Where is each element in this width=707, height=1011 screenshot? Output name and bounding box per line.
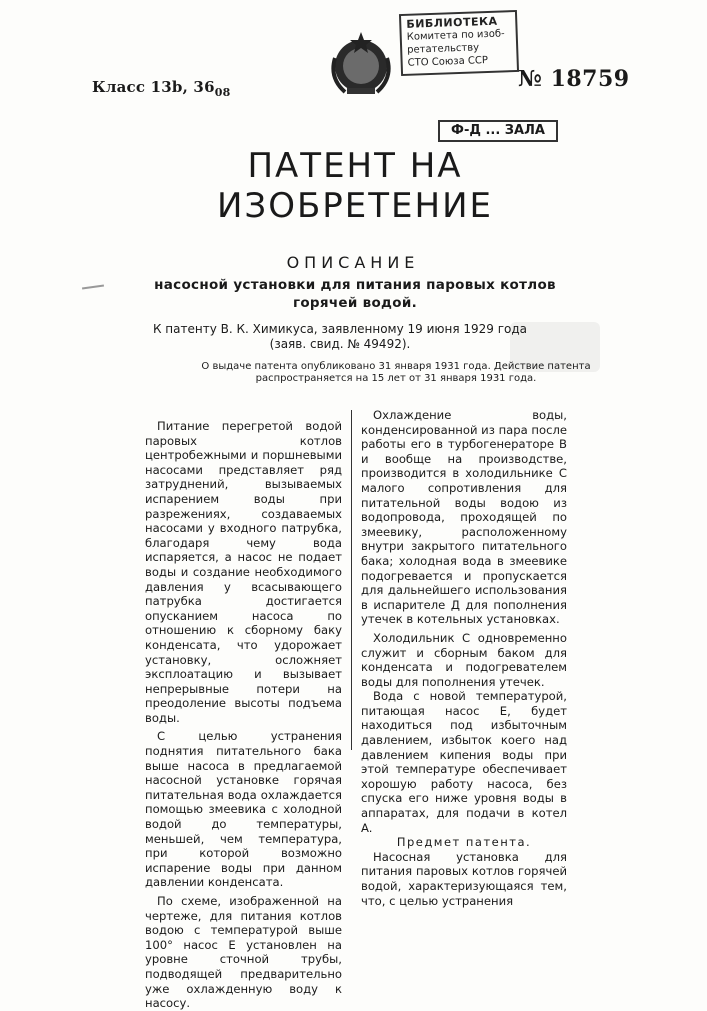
paragraph: С целью устранения поднятия питательного бака выше насоса в предлагаемой насосной установке горячая питательная вода охлаждается помощью змеевика с холодной водой до температуры, меньшей, чем температура, при которой возможно испарение воды при данном давлении конденсата. (145, 729, 342, 890)
column-divider (351, 410, 352, 750)
paragraph: Охлаждение воды, конденсированной из пара после работы его в турбогенераторе B и вообще на производстве, производится в холодильнике C малого сопротивления для питательной воды водою из водопровода, проходящей по змеевику, расположенному внутри закрытого питательного бака; холодная вода в змеевике подогревается и пропускается для дальнейшего использования в испарителе Д для пополнения утечек в котельных установках. (361, 408, 567, 627)
right-column (361, 408, 567, 908)
claim-text: Насосная установка для питания паровых котлов горячей водой, характеризующаяся тем, что, с целью устранения (361, 850, 567, 908)
paragraph: Вода с новой температурой, питающая насос E, будет находиться под избыточным давлением, избыток коего над давлением кипения воды при этой температуре обеспечивает хорошую работу насоса, без спуска его ниже уровня воды в аппаратах, для подачи в котел A. (361, 689, 567, 835)
page-title: ПАТЕНТ НА ИЗОБРЕТЕНИЕ (140, 146, 570, 226)
paragraph: Холодильник C одновременно служит и сборным баком для конденсата и подогревателем воды для пополнения утечек. (361, 631, 567, 689)
description-subject: насосной установки для питания паровых котлов горячей водой. (150, 276, 560, 312)
paragraph: Питание перегретой водой паровых котлов центробежными и поршневыми насосами представляет ряд затруднений, вызываемых испарением воды при разрежениях, создаваемых насосами у входного патрубка, благодаря чему вода испаряется, а насос не подает воды и создание необходимого давления у всасывающего патрубка достигается опусканием насоса по отношению к сборному баку конденсата, что удорожает установку, осложняет эксплоатацию и вызывает непрерывные потери на преодоление высоты подъема воды. (145, 419, 342, 725)
patent-reference: К патенту В. К. Химикуса, заявленному 19 июня 1929 года (заяв. свид. № 49492). (150, 322, 530, 352)
paragraph: По схеме, изображенной на чертеже, для питания котлов водою с температурой выше 100° насос E установлен на уровне сточной трубы, подводящей предварительно уже охлажденную воду к насосу. (145, 894, 342, 1011)
patent-class: Класс 13b, 3608 (92, 78, 230, 99)
state-emblem-icon (325, 28, 397, 100)
left-column (145, 419, 342, 1011)
issue-note: О выдаче патента опубликовано 31 января 1931 года. Действие патента распространяется на 15 лет от 31 января 1931 года. (186, 361, 606, 385)
patent-number: № 18759 (518, 66, 630, 92)
margin-mark (82, 284, 104, 289)
description-heading: ОПИСАНИЕ (253, 253, 453, 272)
hall-stamp: Ф-Д ... ЗАЛА (438, 120, 558, 142)
claim-heading: Предмет патента. (361, 835, 567, 850)
library-stamp: БИБЛИОТЕКА Комитета по изоб- ретательству СТО Союза ССР (399, 10, 519, 76)
